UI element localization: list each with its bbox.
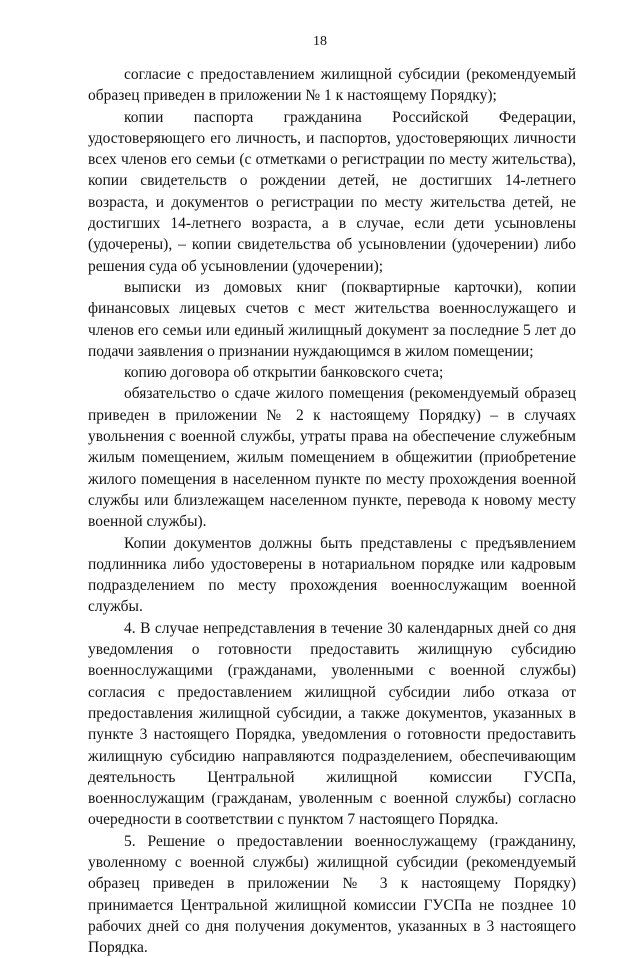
paragraph-bank-account: копию договора об открытии банковского счета; [124,364,444,382]
paragraph-housing-obligation: обязательство о сдаче жилого помещения (рекомендуемый образец приведен в приложении № 2 к настоящему Порядку) – в случаях увольнения с военной службы, утраты права на обеспечение служебным жилым помещением, жилым помещением в общежитии (приобретение жилого помещения в населенном пункте по месту прохождения военной службы или близлежащем населенном пункте, перевода к новому месту военной службы). [88,385,576,531]
page-number: 18 [313,34,327,49]
paragraph-item-4: 4. В случае непредставления в течение 30 календарных дней со дня уведомления о готовности предоставить жилищную субсидию военнослужащими (гражданами, уволенными с военной службы) согласия с предоставлением жилищной субсидии либо отказа от предоставления жилищной субсидии, а также документов, указанных в пункте 3 настоящего Порядка, уведомления о готовности предоставить жилищную субсидию направляются подразделением, обеспечивающим деятельность Центральной жилищной комиссии ГУСПа, военнослужащим (гражданам, уволенным с военной службы) согласно очередности в соответствии с пунктом 7 настоящего Порядка. [88,619,576,829]
paragraph-item-5: 5. Решение о предоставлении военнослужащему (гражданину, уволенному с военной службы) жилищной субсидии (рекомендуемый образец приведен в приложении № 3 к настоящему Порядку) принимается Центральной жилищной комиссии ГУСПа не позднее 10 рабочих дней со дня получения документов, указанных в 3 настоящего Порядка. [88,832,576,957]
paragraph-passport-copies: копии паспорта гражданина Российской Федерации, удостоверяющего его личность, и паспортов, удостоверяющих личности всех членов его семьи (с отметками о регистрации по месту жительства), копии свидетельств о рождении детей, не достигших 14-летнего возраста, и документов о регистрации по месту жительства детей, не достигших 14-летнего возраста, а в случае, если дети усыновлены (удочерены), – копии свидетельства об усыновлении (удочерении) либо решения суда об усыновлении (удочерении); [88,108,576,275]
paragraph-house-book-extracts: выписки из домовых книг (поквартирные карточки), копии финансовых лицевых счетов с мест жительства военнослужащего и членов его семьи или единый жилищный документ за последние 5 лет до подачи заявления о признании нуждающимся в жилом помещении; [88,278,576,360]
document-body [88,64,576,958]
paragraph-copies-certification: Копии документов должны быть представлены с предъявлением подлинника либо удостоверены в нотариальном порядке или кадровым подразделением по месту прохождения военнослужащим военной службы. [88,534,576,616]
paragraph-consent: согласие с предоставлением жилищной субсидии (рекомендуемый образец приведен в приложении № 1 к настоящему Порядку); [88,66,576,105]
